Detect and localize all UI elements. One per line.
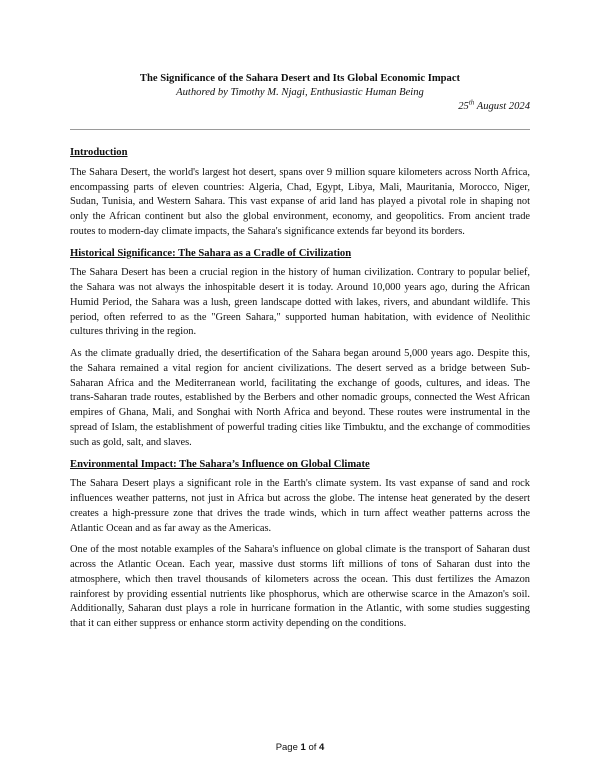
footer-page-word: Page bbox=[275, 742, 301, 753]
document-title: The Significance of the Sahara Desert and Its Global Economic Impact bbox=[139, 73, 461, 84]
document-byline: Authored by Timothy M. Njagi, Enthusiastic Human Being bbox=[176, 87, 424, 98]
document-date bbox=[458, 99, 530, 114]
paragraph-introduction: The Sahara Desert, the world's largest hot desert, spans over 9 million square kilometers across North Africa, encompassing parts of eleven countries: Algeria, Chad, Egypt, Libya, Mali, Mauritania, Morocco, Niger, Sudan, Tunisia, and Western Sahara. This vast expanse of arid land has played a pivotal role in shaping not only the African continent but also the global environment, economy, and geopolitics. From ancient trade routes to modern-day climate impacts, the Sahara's significance extends far beyond its borders. bbox=[70, 166, 530, 237]
date-day: 25 bbox=[458, 101, 469, 112]
footer-total-pages: 4 bbox=[319, 742, 325, 753]
date-suffix: th bbox=[468, 98, 475, 107]
footer-current-page: 1 bbox=[300, 742, 306, 753]
section-heading-historical: Historical Significance: The Sahara as a Cradle of Civilization bbox=[70, 247, 352, 259]
paragraph-historical-1: The Sahara Desert has been a crucial region in the history of human civilization. Contrary to popular belief, the Sahara was not always the inhospitable desert it is today. Around 10,000 years ago, during the African Humid Period, the Sahara was a lush, green landscape dotted with lakes, rivers, and abundant wildlife. This period, often referred to as the "Green Sahara," supported human habitation, with evidence of Neolithic cultures thriving in the region. bbox=[70, 267, 530, 338]
paragraph-environmental-1: The Sahara Desert plays a significant role in the Earth's climate system. Its vast expanse of sand and rock influences weather patterns, not just in Africa but across the globe. The intense heat generated by the desert creates a high-pressure zone that drives the trade winds, which in turn affect weather patterns across the Atlantic Ocean and as far away as the Americas. bbox=[70, 478, 530, 534]
page-footer bbox=[0, 741, 600, 754]
footer-of-word: of bbox=[305, 742, 320, 753]
section-heading-introduction: Introduction bbox=[70, 147, 128, 158]
date-month-year: August 2024 bbox=[474, 101, 530, 112]
section-heading-environmental: Environmental Impact: The Sahara’s Influence on Global Climate bbox=[70, 458, 370, 470]
header-divider bbox=[70, 129, 530, 130]
paragraph-historical-2: As the climate gradually dried, the desertification of the Sahara began around 5,000 years ago. Despite this, the Sahara remained a vital region for ancient civilizations. The desert served as a bridge between Sub-Saharan Africa and the Mediterranean world, facilitating the exchange of goods, cultures, and ideas. The trans-Saharan trade routes, established by the Berbers and other nomadic groups, connected the West African empires of Ghana, Mali, and Songhai with North Africa and beyond. These routes were instrumental in the spread of Islam, the establishment of powerful trading cities like Timbuktu, and the exchange of commodities such as gold, salt, and slaves. bbox=[70, 348, 530, 448]
paragraph-environmental-2: One of the most notable examples of the Sahara's influence on global climate is the transport of Saharan dust across the Atlantic Ocean. Each year, massive dust storms lift millions of tons of Saharan dust into the atmosphere, which then travel thousands of kilometers across the ocean. This dust fertilizes the Amazon rainforest by providing essential nutrients like phosphorus, which are otherwise scarce in the Amazon's soil. Additionally, Saharan dust plays a role in hurricane formation in the Atlantic, with some studies suggesting that it can either suppress or enhance storm activity depending on the conditions. bbox=[70, 544, 530, 630]
document-body bbox=[70, 146, 530, 638]
